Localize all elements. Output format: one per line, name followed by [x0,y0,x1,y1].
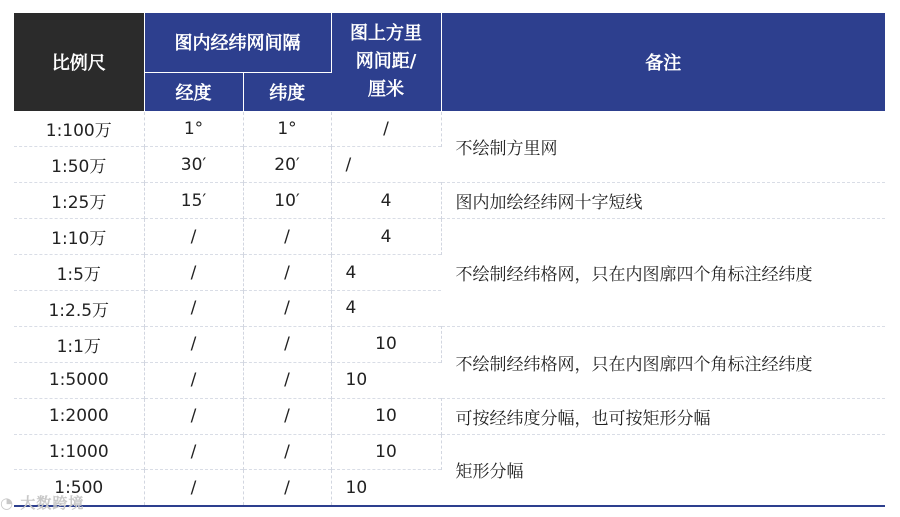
cell-scale: 1:1000 [14,434,144,470]
cell-spacing: 4 [345,298,357,319]
cell-latitude: 10′ [243,183,331,219]
scale-grid-table [14,13,885,507]
cell-scale: 1:25万 [14,183,144,219]
cell-spacing: / [345,154,352,175]
header-longitude: 经度 [144,72,243,111]
cell-spacing: 10 [345,370,368,391]
cell-spacing: 4 [345,262,357,283]
cell-remark: 不绘制经纬格网，只在内图廓四个角标注经纬度 [455,354,813,375]
table-row [14,398,885,434]
cell-scale: 1:1万 [14,326,144,362]
cell-remark: 不绘制经纬格网，只在内图廓四个角标注经纬度 [455,265,813,285]
cell-latitude: / [243,434,331,470]
cell-latitude: / [243,398,331,434]
cell-spacing: 10 [331,398,441,434]
cell-spacing: 4 [331,183,441,219]
cell-longitude: / [144,470,243,506]
cell-longitude: / [144,290,243,326]
cell-scale: 1:2000 [14,398,144,434]
table-row [14,434,885,470]
cell-spacing: 10 [331,434,441,470]
cell-latitude: 1° [243,111,331,147]
table-row [14,183,885,219]
cell-scale: 1:50万 [14,147,144,183]
header-latitude: 纬度 [243,72,331,111]
cell-longitude: / [144,398,243,434]
cell-scale: 1:100万 [14,111,144,147]
cell-spacing: / [331,111,441,147]
cell-remark: 矩形分幅 [455,462,524,483]
cell-longitude: 15′ [144,183,243,219]
table-row [14,219,885,255]
cell-latitude: 20′ [243,147,331,183]
cell-longitude: / [144,219,243,255]
cell-latitude: / [243,362,331,398]
cell-spacing: 10 [331,326,441,362]
cell-latitude: / [243,290,331,326]
watermark-text: 大数跨境 [20,494,85,512]
table-row [14,326,885,362]
cell-spacing: 10 [345,477,368,498]
cell-scale: 1:5000 [14,362,144,398]
cell-remark: 不绘制方里网 [455,139,558,160]
cell-scale: 1:5万 [14,255,144,291]
header-scale: 比例尺 [14,13,144,111]
cell-scale: 1:2.5万 [14,290,144,326]
header-remarks: 备注 [441,13,885,111]
cell-latitude: / [243,470,331,506]
header-grid-spacing [331,13,441,111]
cell-longitude: / [144,326,243,362]
header-grid-interval: 图内经纬网间隔 [144,13,331,72]
table-row [14,111,885,147]
cell-scale: 1:500 [14,470,144,506]
cell-scale: 1:10万 [14,219,144,255]
cell-remark: 图内加绘经纬网十字短线 [455,193,643,214]
cell-longitude: / [144,434,243,470]
cell-latitude: / [243,219,331,255]
cell-longitude: 30′ [144,147,243,183]
cell-longitude: / [144,362,243,398]
watermark [0,492,84,513]
watermark-logo-icon: ◔ [0,494,15,512]
cell-longitude: 1° [144,111,243,147]
cell-latitude: / [243,255,331,291]
header-grid-spacing-text: 图上方里网间距/厘米 [350,22,422,100]
cell-spacing: 4 [331,219,441,255]
cell-latitude: / [243,326,331,362]
cell-remark: 可按经纬度分幅，也可按矩形分幅 [455,408,711,429]
cell-longitude: / [144,255,243,291]
